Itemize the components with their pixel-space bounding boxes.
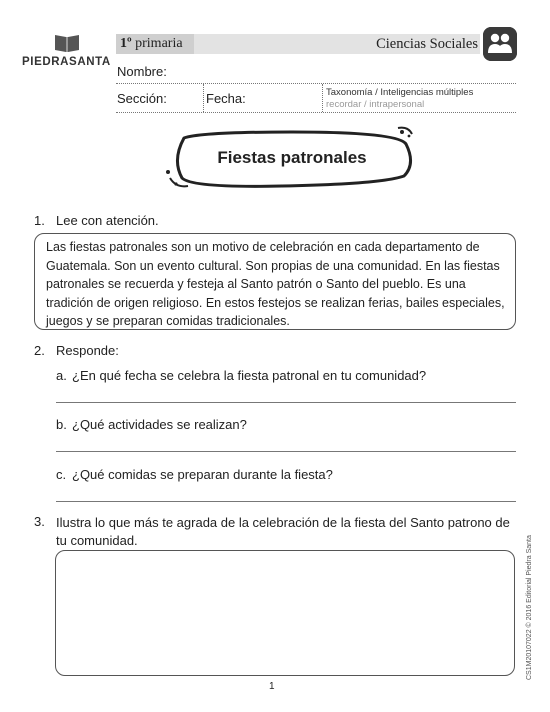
answer-line-b[interactable]	[56, 451, 516, 452]
q2b-question: ¿Qué actividades se realizan?	[72, 417, 247, 432]
publisher-name: PIEDRASANTA	[22, 56, 111, 68]
q2c-question: ¿Qué comidas se preparan durante la fiesta?	[72, 467, 333, 482]
page-number: 1	[269, 681, 275, 692]
divider	[322, 84, 323, 112]
name-field[interactable]	[116, 83, 516, 84]
answer-line-a[interactable]	[56, 402, 516, 403]
q1-instruction: Lee con atención.	[56, 213, 159, 228]
q3-instruction: Ilustra lo que más te agrada de la celebración de la fiesta del Santo patrono de tu comunidad.	[56, 515, 510, 548]
divider	[203, 84, 204, 112]
drawing-area[interactable]	[55, 550, 515, 676]
taxonomy-values: recordar / intrapersonal	[326, 99, 425, 110]
answer-line-c[interactable]	[56, 501, 516, 502]
q2c-letter: c.	[56, 467, 67, 482]
section-label: Sección:	[117, 91, 167, 106]
copyright-credit: CS1M20107022 © 2016 Editorial Piedra Santa	[526, 535, 533, 680]
q2-number: 2.	[34, 343, 45, 358]
page-title: Fiestas patronales	[217, 148, 367, 167]
name-label: Nombre:	[117, 64, 167, 79]
people-group-icon	[483, 27, 517, 61]
date-label: Fecha:	[206, 91, 246, 106]
q3-number: 3.	[34, 514, 45, 529]
publisher-logo-icon	[54, 33, 80, 53]
reading-text: Las fiestas patronales son un motivo de celebración en cada departamento de Guatemala. Son un evento cultural. Son propias de una comunidad. En las fiestas patronales se recuerda y festeja al Santo patrón o Santo del pueblo. Es una tradición de origen religioso. En estos festejos se realizan ferias, bailes especiales, juegos y se preparan comidas tradicionales.	[46, 240, 505, 328]
section-date-field[interactable]	[116, 112, 516, 113]
subject-title: Ciencias Sociales	[376, 36, 478, 52]
q1-number: 1.	[34, 213, 45, 228]
q2b-letter: b.	[56, 417, 67, 432]
taxonomy-title: Taxonomía / Inteligencias múltiples	[326, 87, 474, 98]
q2a-letter: a.	[56, 368, 67, 383]
grade-label: 1º primaria	[120, 36, 183, 51]
q2a-question: ¿En qué fecha se celebra la fiesta patronal en tu comunidad?	[72, 368, 427, 383]
q2-instruction: Responde:	[56, 343, 119, 358]
